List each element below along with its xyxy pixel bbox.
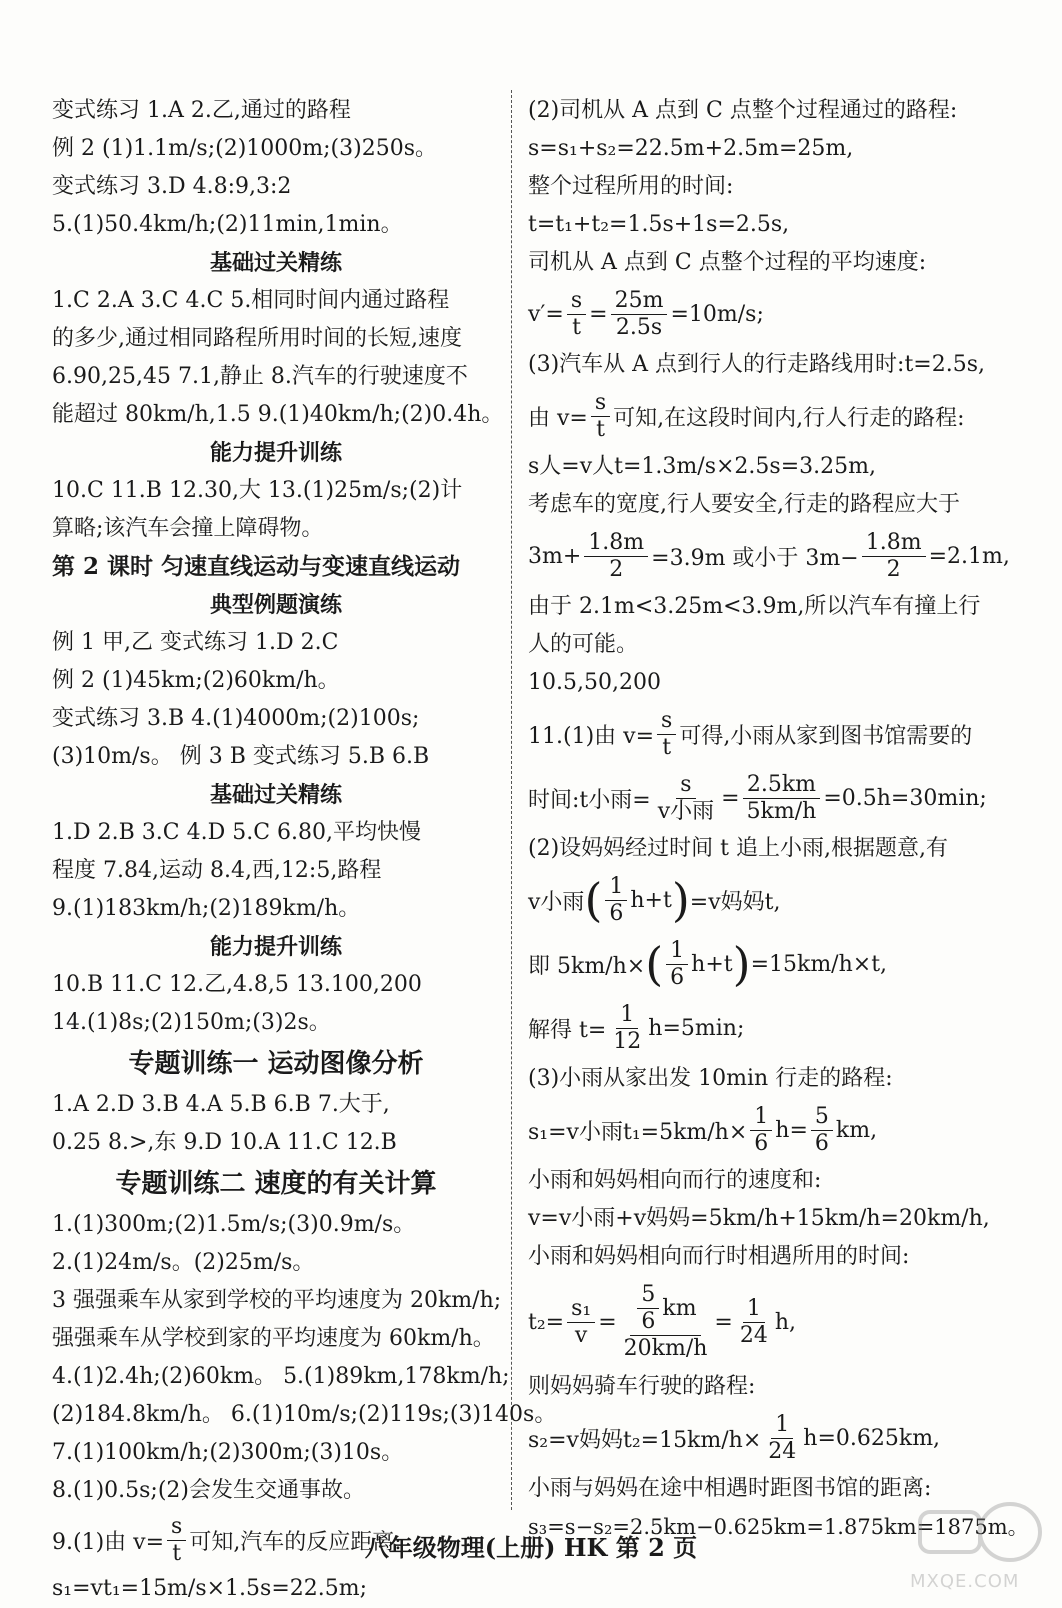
formula-line	[528, 996, 1028, 1060]
text-line: (2)设妈妈经过时间 t 追上小雨,根据题意,有	[528, 836, 948, 861]
numerator: 1	[771, 1412, 793, 1439]
text-line: s人=v人t=1.3m/s×2.5s=3.25m,	[528, 454, 876, 479]
text-line: 1.D 2.B 3.C 4.D 5.C 6.80,平均快慢	[52, 820, 422, 845]
formula-text: 即 5km/h×	[528, 953, 646, 979]
text-line: 14.(1)8s;(2)150m;(3)2s。	[52, 1010, 331, 1035]
denominator: 24	[768, 1438, 797, 1464]
formula-text: s₁=v小雨t₁=5km/h×	[528, 1119, 748, 1145]
denominator: 24	[739, 1322, 768, 1348]
formula-line: 即 5km/h× ( $\frac{1}{6}$ h+t ) =15km/h×t,	[528, 937, 888, 991]
formula-text: 解得 t=	[528, 1017, 607, 1043]
formula-text: 可知,汽车的反应距离:	[189, 1529, 402, 1555]
text-line: 算略;该汽车会撞上障碍物。	[52, 516, 324, 541]
numerator: 5	[637, 1282, 659, 1309]
text-line: (2)司机从 A 点到 C 点整个过程通过的路程:	[528, 98, 958, 123]
fraction	[764, 1412, 800, 1465]
numerator: s	[591, 390, 610, 417]
numerator: 2.5km	[743, 772, 820, 799]
numerator: s₁	[567, 1296, 595, 1323]
text-line: 小雨和妈妈相向而行时相遇所用的时间:	[528, 1244, 910, 1269]
text-line: 7.(1)100km/h;(2)300m;(3)10s。	[52, 1440, 404, 1465]
fraction	[591, 390, 610, 443]
text-line: 3 强强乘车从家到学校的平均速度为 20km/h;	[52, 1288, 502, 1313]
formula-text: 3m+	[528, 543, 582, 569]
formula-line	[528, 702, 1028, 766]
denominator: 6	[754, 1130, 769, 1156]
text-line: 程度 7.84,运动 8.4,西,12:5,路程	[52, 858, 382, 883]
fraction	[736, 1296, 772, 1349]
text-line: 司机从 A 点到 C 点整个过程的平均速度:	[528, 250, 927, 275]
text-line: 小雨和妈妈相向而行的速度和:	[528, 1168, 822, 1193]
denominator: 2	[609, 556, 624, 582]
fraction	[611, 288, 668, 341]
numerator: 1	[750, 1104, 772, 1131]
formula-text: 9.(1)由 v=	[52, 1529, 165, 1555]
numerator: s	[567, 288, 586, 315]
text-line: 人的可能。	[528, 632, 639, 657]
formula-text: h=0.625km,	[803, 1425, 941, 1451]
lesson-heading: 第 2 课时 匀速直线运动与变速直线运动	[52, 553, 461, 580]
denominator: 6	[814, 1130, 829, 1156]
text-line: 变式练习 1.A 2.乙,通过的路程	[52, 98, 351, 123]
text-line: 例 2 (1)45km;(2)60km/h。	[52, 668, 340, 693]
numerator	[630, 1282, 700, 1336]
fraction	[637, 1282, 659, 1335]
formula-line: v′= $\frac{s}{t}$ = $\frac{25m}{2.5s}$ =10m/s;	[528, 287, 764, 340]
formula-text: =10m/s;	[670, 301, 764, 327]
denominator: 20km/h	[623, 1336, 708, 1361]
text-line: 变式练习 3.D 4.8:9,3:2	[52, 174, 292, 199]
text-line: 强强乘车从学校到家的平均速度为 60km/h。	[52, 1326, 495, 1351]
fraction	[605, 874, 627, 927]
fraction	[584, 530, 648, 583]
text-line: (3)小雨从家出发 10min 行走的路程:	[528, 1066, 893, 1091]
section-heading: 基础过关精练	[209, 250, 342, 276]
denominator: 2.5s	[615, 314, 663, 340]
page-footer: 八年级物理(上册) HK 第 2 页	[364, 1533, 698, 1562]
denominator: t	[172, 1540, 182, 1566]
text-line: 1.C 2.A 3.C 4.C 5.相同时间内通过路程	[52, 288, 450, 313]
section-heading: 典型例题演练	[209, 592, 342, 618]
formula-line: v小雨 ( $\frac{1}{6}$ h+t ) =v妈妈t,	[528, 873, 781, 927]
denominator: t	[572, 314, 581, 340]
formula-line: t₂= $\frac{\text{s₁}}{v}$ = $\frac{5}{6}$ km 20km/h = $\frac{1}{24}$ h,	[528, 1282, 797, 1361]
text-line: s₁=vt₁=15m/s×1.5s=22.5m;	[52, 1576, 368, 1601]
text-line: 2.(1)24m/s。(2)25m/s。	[52, 1250, 315, 1275]
formula-line: 时间:t小雨= $\frac{s}{\text{v小雨}}$ = $\frac{2.5km}{5km/h}$ =0.5h=30min;	[528, 771, 987, 824]
watermark-text: MXQE.COM	[910, 1571, 1020, 1592]
denominator: v小雨	[657, 798, 715, 824]
text-line: 小雨与妈妈在途中相遇时距图书馆的距离:	[528, 1476, 932, 1501]
formula-text: h=	[775, 1117, 808, 1143]
topic-heading: 专题训练一 运动图像分析	[128, 1049, 424, 1079]
right-column	[528, 92, 1028, 1546]
denominator: t	[596, 416, 605, 442]
numerator: s	[657, 708, 676, 735]
text-line: v=v小雨+v妈妈=5km/h+15km/h=20km/h,	[528, 1206, 990, 1231]
formula-line	[528, 1098, 1028, 1162]
denominator: 6	[670, 964, 685, 990]
text-line: 6.90,25,45 7.1,静止 8.汽车的行驶速度不	[52, 364, 468, 389]
formula-text: 11.(1)由 v=	[528, 723, 655, 749]
formula-text: h=5min;	[648, 1015, 745, 1041]
text-line: 能超过 80km/h,1.5 9.(1)40km/h;(2)0.4h。	[52, 402, 504, 427]
column-divider	[511, 90, 512, 1510]
text-line: 5.(1)50.4km/h;(2)11min,1min。	[52, 212, 403, 237]
text-line: s₃=s−s₂=2.5km−0.625km=1.875km=1875m。	[528, 1515, 1029, 1539]
denominator: 2	[886, 556, 901, 582]
topic-heading: 专题训练二 速度的有关计算	[115, 1169, 437, 1199]
fraction	[567, 288, 586, 341]
compound-fraction	[620, 1282, 712, 1362]
numerator: 1	[605, 874, 627, 901]
numerator: 1.8m	[584, 530, 648, 557]
numerator: s	[676, 772, 695, 799]
formula-text: h,	[774, 1309, 797, 1335]
numerator: 1	[743, 1296, 765, 1323]
text-line: (2)184.8km/h。 6.(1)10m/s;(2)119s;(3)140s。	[52, 1402, 557, 1427]
formula-text: v′=	[528, 301, 564, 327]
fraction	[666, 938, 688, 991]
formula-text: km	[662, 1295, 697, 1321]
text-line: 0.25 8.>,东 9.D 10.A 11.C 12.B	[52, 1130, 397, 1155]
fraction	[750, 1104, 772, 1157]
numerator: 1.8m	[862, 530, 926, 557]
formula-text: h+t	[630, 887, 672, 913]
section-heading: 能力提升训练	[209, 934, 342, 960]
numerator: s	[167, 1514, 186, 1541]
formula-text: km,	[835, 1117, 878, 1143]
fraction	[743, 772, 821, 825]
text-line: 1.A 2.D 3.B 4.A 5.B 6.B 7.大于,	[52, 1092, 390, 1117]
denominator: t	[662, 734, 672, 760]
formula-text: =0.5h=30min;	[823, 785, 987, 811]
text-line: 1.(1)300m;(2)1.5m/s;(3)0.9m/s。	[52, 1212, 416, 1237]
formula-text: =2.1m,	[928, 543, 1010, 569]
denominator: 5km/h	[746, 798, 817, 824]
formula-line	[528, 524, 1028, 588]
fraction	[654, 772, 718, 825]
formula-text: t₂=	[528, 1309, 565, 1335]
formula-text: s₂=v妈妈t₂=15km/h×	[528, 1427, 762, 1453]
fraction	[657, 708, 676, 761]
text-line: 则妈妈骑车行驶的路程:	[528, 1374, 756, 1399]
numerator: 25m	[611, 288, 668, 315]
watermark-icon	[900, 1490, 1050, 1570]
fraction	[567, 1296, 595, 1349]
formula-text: =v妈妈t,	[689, 889, 781, 915]
denominator: 12	[613, 1028, 642, 1054]
text-line: s=s₁+s₂=22.5m+2.5m=25m,	[528, 136, 854, 161]
text-line: 考虑车的宽度,行人要安全,行走的路程应大于	[528, 492, 960, 517]
text-line: 整个过程所用的时间:	[528, 174, 734, 199]
formula-text: =3.9m 或小于 3m−	[651, 545, 859, 571]
text-line: 4.(1)2.4h;(2)60km。 5.(1)89km,178km/h;	[52, 1364, 510, 1389]
formula-text: 可得,小雨从家到图书馆需要的	[679, 723, 973, 749]
watermark-logo	[900, 1490, 1050, 1600]
formula-line	[528, 384, 1028, 448]
formula-text: 由 v=	[528, 405, 588, 431]
fraction	[609, 1002, 645, 1055]
denominator: 6	[609, 900, 624, 926]
section-heading: 基础过关精练	[209, 782, 342, 808]
text-line: (3)10m/s。 例 3 B 变式练习 5.B 6.B	[52, 744, 430, 769]
text-line: 的多少,通过相同路程所用时间的长短,速度	[52, 326, 462, 351]
denominator: 6	[641, 1309, 656, 1334]
text-line: 10.5,50,200	[528, 670, 661, 695]
formula-text: v小雨	[528, 889, 585, 915]
fraction	[811, 1104, 833, 1157]
section-heading: 能力提升训练	[209, 440, 342, 466]
fraction	[862, 530, 926, 583]
formula-line	[528, 1406, 1028, 1470]
text-line: 变式练习 3.B 4.(1)4000m;(2)100s;	[52, 706, 420, 731]
text-line: t=t₁+t₂=1.5s+1s=2.5s,	[528, 212, 790, 237]
formula-text: =	[598, 1309, 617, 1335]
numerator: 5	[811, 1104, 833, 1131]
text-line: 例 2 (1)1.1m/s;(2)1000m;(3)250s。	[52, 136, 437, 161]
formula-text: 时间:t小雨=	[528, 787, 651, 813]
text-line: 由于 2.1m<3.25m<3.9m,所以汽车有撞上行	[528, 594, 981, 619]
text-line: 8.(1)0.5s;(2)会发生交通事故。	[52, 1478, 366, 1503]
text-line: (3)汽车从 A 点到行人的行走路线用时:t=2.5s,	[528, 352, 985, 377]
formula-text: =15km/h×t,	[750, 951, 888, 977]
numerator: 1	[666, 938, 688, 965]
text-line: 10.B 11.C 12.乙,4.8,5 13.100,200	[52, 972, 422, 997]
text-line: 9.(1)183km/h;(2)189km/h。	[52, 896, 361, 921]
text-line: 10.C 11.B 12.30,大 13.(1)25m/s;(2)计	[52, 478, 463, 503]
denominator: v	[574, 1322, 588, 1348]
numerator: 1	[616, 1002, 638, 1029]
text-line: 例 1 甲,乙 变式练习 1.D 2.C	[52, 630, 339, 655]
formula-text: 可知,在这段时间内,行人行走的路程:	[613, 405, 965, 431]
formula-text: h+t	[691, 951, 733, 977]
